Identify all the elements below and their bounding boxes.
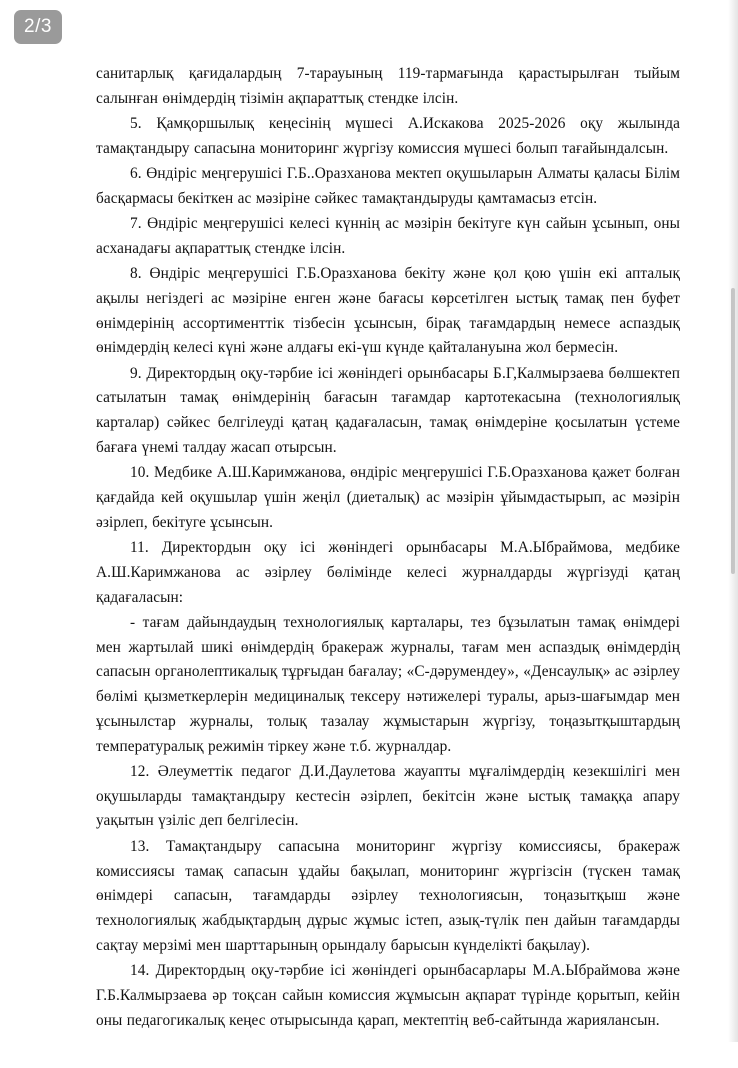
scrollbar[interactable] [731,288,735,574]
paragraph-12: 12. Әлеуметтік педагог Д.И.Даулетова жауапты мұғалімдердің кезекшілігі мен оқушыларды тамақтандыру кестесін әзірлеп, бекітсін және ыстық тамаққа апару уақытын үзіліс деп белгілесін. [96,762,680,830]
page-indicator: 2/3 [14,10,62,44]
paragraph-11: 11. Директордын оқу ісі жөніндегі орынбасары М.А.Ыбраймова, медбике А.Ш.Каримжанова ас әзірлеу бөлімінде келесі журналдарды жүргізуді қатаң қадағаласын: [96,539,680,606]
paragraph-7: 7. Өндіріс меңгерушісі келесі күннің ас мәзірін бекітуге күн сайын ұсынып, оны асханадағы ақпараттық стендке ілсін. [96,215,680,257]
paragraph-13: 13. Тамақтандыру сапасына мониторинг жүргізу комиссиясы, бракераж комиссиясы тамақ сапасын ұдайы бақылап, мониторинг жүргізсін (түскен тамақ өнімдері сапасын, тағамдарды әзірлеу технологиясын, тоңазытқыш және технологиялық жабдықтардың дұрыс жұмыс істеп, азық-түлік пен дайын тағамдарды сақтау мерзімі мен шарттарының орындалу барысын күнделікті бақылау). [96,837,680,954]
paragraph: санитарлық қағидалардың 7-тарауының 119-тармағында қарастырылған тыйым салынған өнімдердің тізімін ақпараттық стендке ілсін. [96,65,680,107]
paragraph-10: 10. Медбике А.Ш.Каримжанова, өндіріс меңгерушісі Г.Б.Оразханова қажет болған қағдайда кей оқушылар үшін жеңіл (диеталық) ас мәзірін ұйымдастырып, ас мәзірін әзірлеп, бекітуге ұсынсын. [96,464,680,531]
page-bottom-margin [0,1042,738,1068]
paragraph-6: 6. Өндіріс меңгерушісі Г.Б..Оразханова мектеп оқушыларын Алматы қаласы Білім басқармасы бекіткен ас мәзіріне сәйкес тамақтандыруды қамтамасыз етсін. [96,165,680,207]
paragraph-8: 8. Өндіріс меңгерушісі Г.Б.Оразханова бекіту және қол қою үшін екі апталық ақылы негіздегі ас мәзіріне енген және бағасы көрсетілген ыстық тамақ пен буфет өнімдерінің ассортименттік тізбесін ұсынсын, бірақ тағамдардың немесе аспаздық өнімдердің келесі күні және алдағы екі-үш күнде қайталануына жол бермесін. [96,265,680,357]
paragraph-11-list: - тағам дайындаудың технологиялық карталары, тез бұзылатын тамақ өнімдері мен жартылай шикі өнімдердің бракераж журналы, тағам мен аспаздық өнімдердің сапасын органолептикалық тұрғыдан бағалау; «С-дәрумендеу», «Денсаулық» ас әзірлеу бөлімі қызметкерлерін медициналық тексеру нәтижелері туралы, арыз-шағымдар мен ұсынылстар журналы, толық тазалау жұмыстарын жүргізу, тоңазытқыштардың температуралық режимін тіркеу және т.б. журналдар. [96,613,680,755]
document-page [0,62,738,1068]
paragraph-9: 9. Директордың оқу-тәрбие ісі жөніндегі орынбасары Б.Г,Калмырзаева бөлшектеп сатылатын тамақ өнімдерінің бағасын тағамдар картотекасына (технологиялық карталар) сәйкес белгілеуді қатаң қадағаласын, тамақ өнімдеріне қосылатын үстеме бағаға үнемі талдау жасап отырсын. [96,364,680,456]
paragraph-14: 14. Директордың оқу-тәрбие ісі жөніндегі орынбасарлары М.А.Ыбраймова және Г.Б.Калмырзаева әр тоқсан сайын комиссия жұмысын ақпарат түрінде қорытып, кейін оны педагогикалық кеңес отырысында қарап, мектептің веб-сайтында жариялансын. [96,962,680,1029]
paragraph-5: 5. Қамқоршылық кеңесінің мүшесі А.Искакова 2025-2026 оқу жылында тамақтандыру сапасына мониторинг жүргізу комиссия мүшесі болып тағайындалсын. [96,115,680,157]
